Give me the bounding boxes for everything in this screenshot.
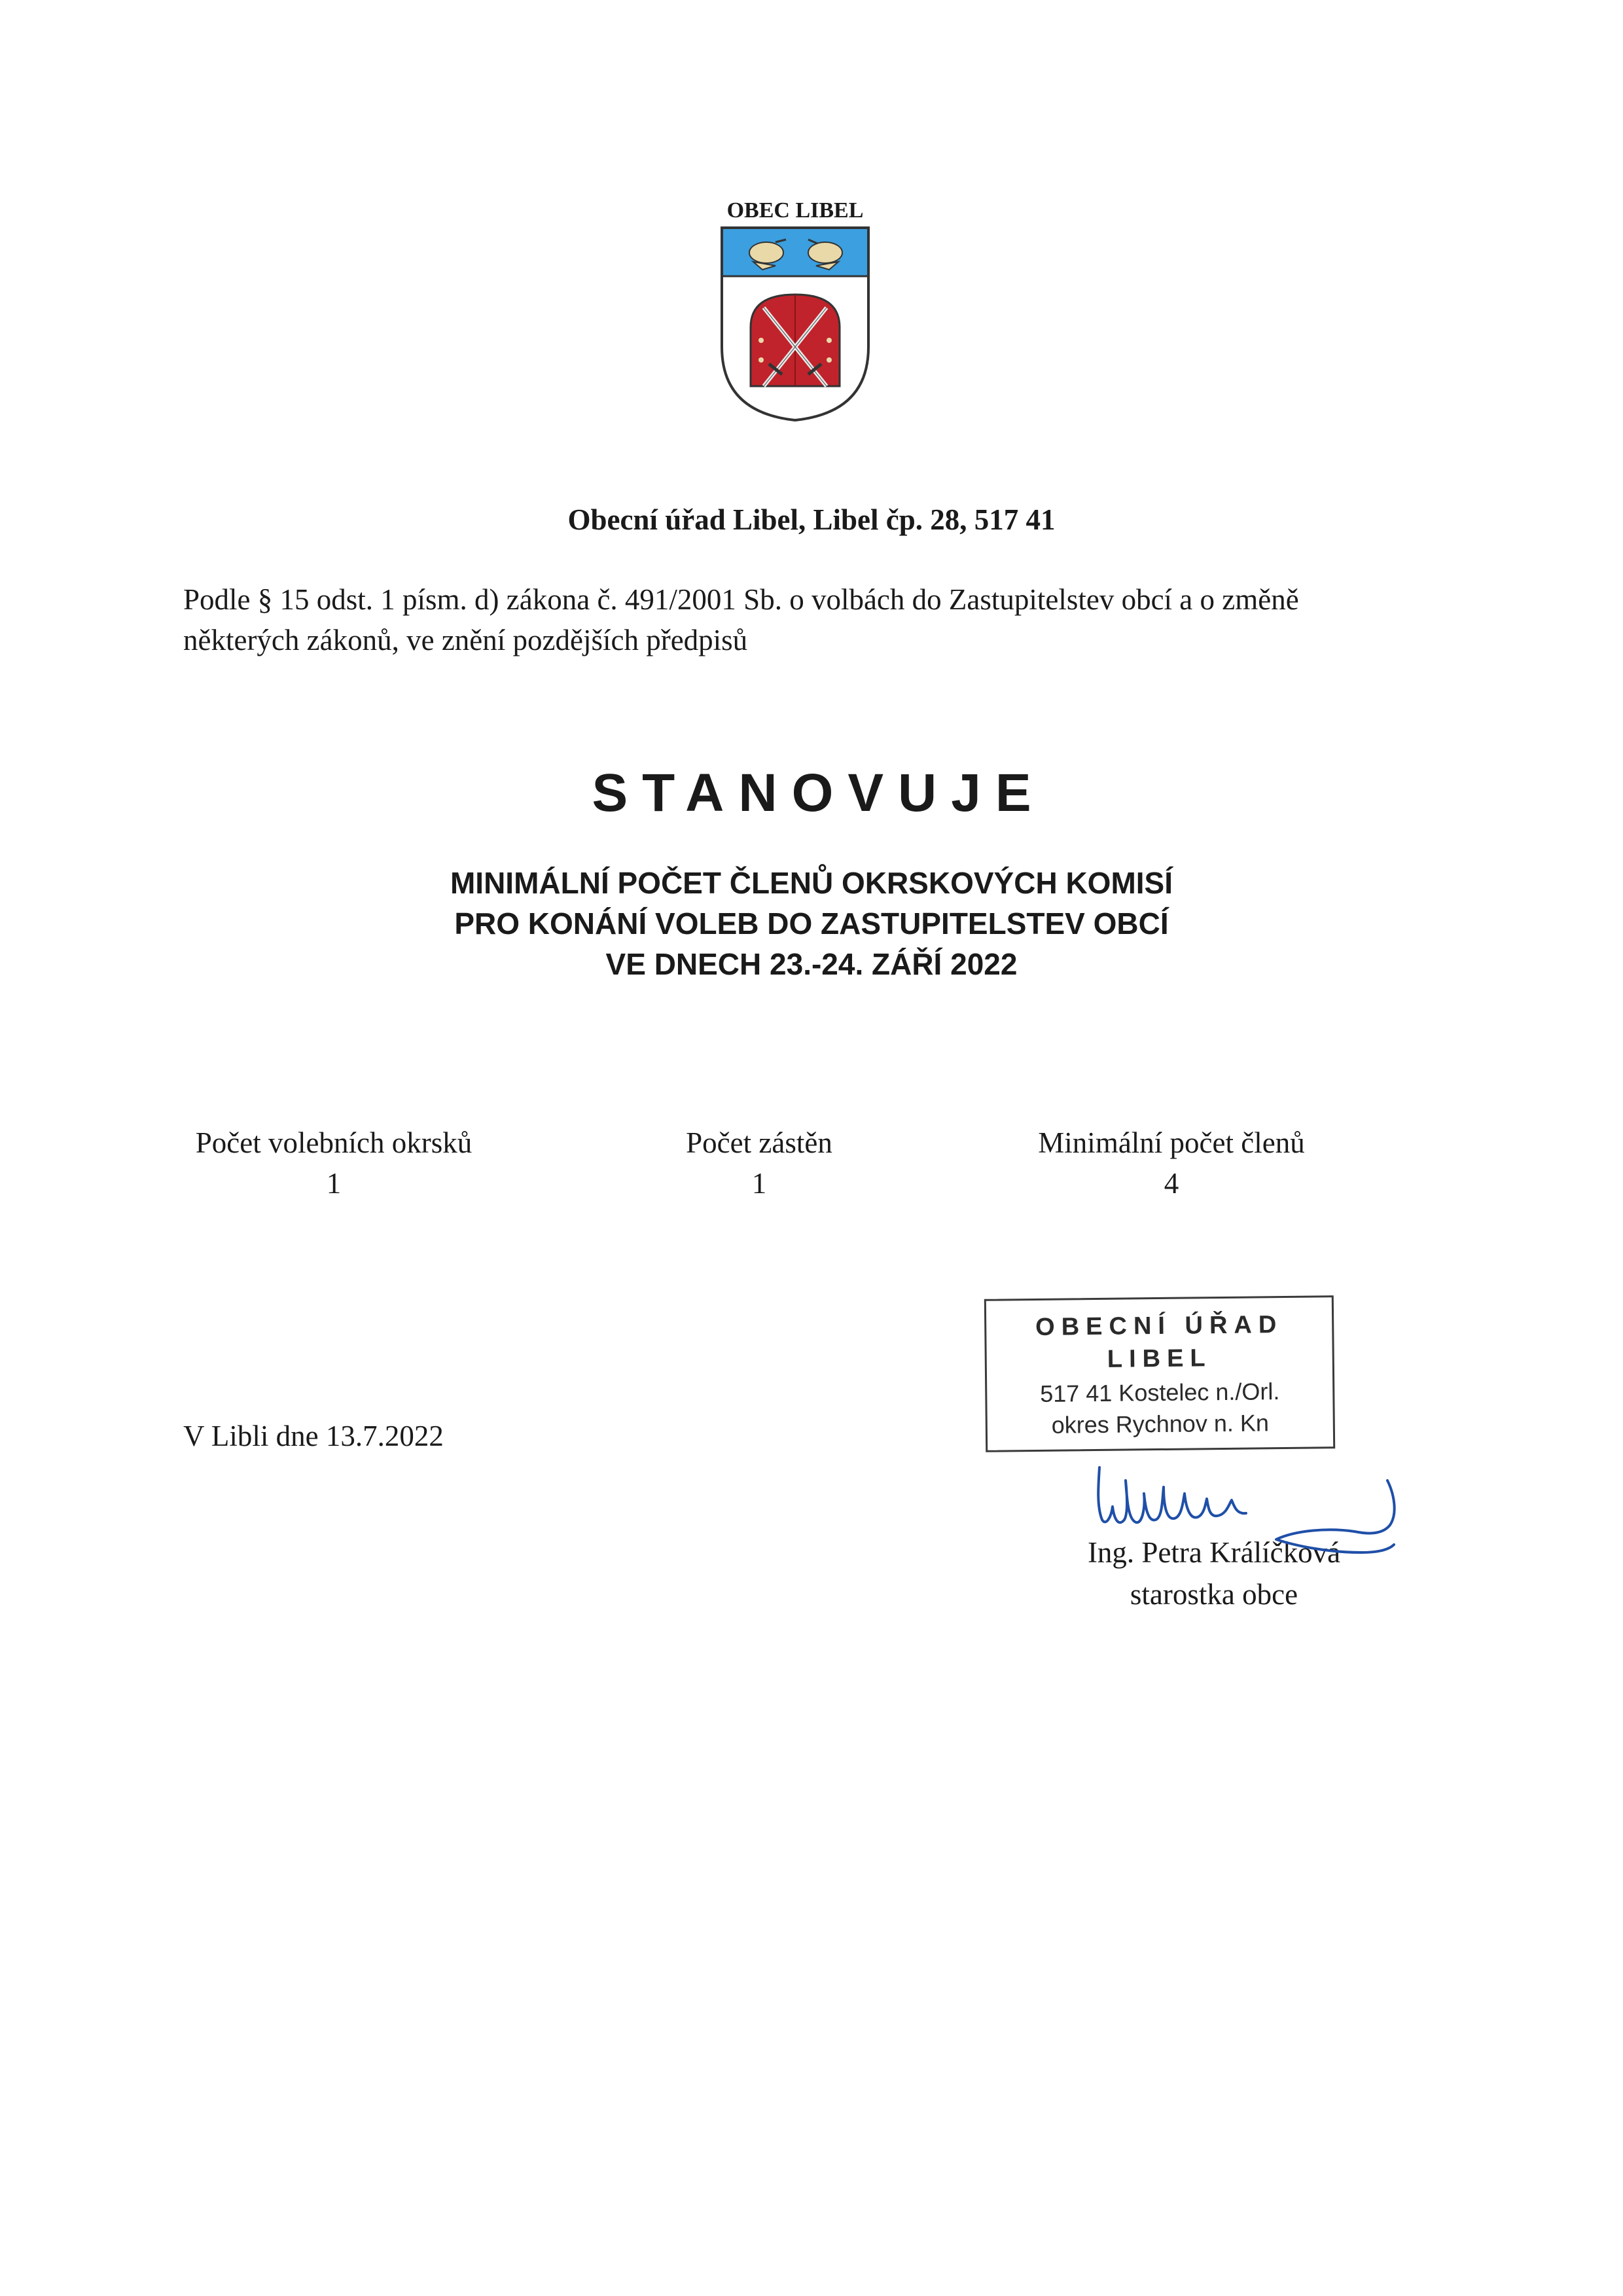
signer-name: Ing. Petra Králíčková bbox=[1087, 1536, 1341, 1569]
column-value: 1 bbox=[751, 1167, 767, 1200]
column-value: 1 bbox=[326, 1167, 342, 1200]
subject-line: MINIMÁLNÍ POČET ČLENŮ OKRSKOVÝCH KOMISÍ bbox=[450, 866, 1173, 900]
column-districts bbox=[183, 1122, 484, 1204]
column-value: 4 bbox=[1164, 1167, 1179, 1200]
stamp-line: LIBEL bbox=[1107, 1344, 1212, 1373]
signer-title: starostka obce bbox=[1130, 1578, 1298, 1611]
subject-line: PRO KONÁNÍ VOLEB DO ZASTUPITELSTEV OBCÍ bbox=[454, 906, 1169, 941]
municipal-crest bbox=[717, 196, 874, 427]
column-header: Počet zástěn bbox=[686, 1126, 832, 1159]
stamp-line: OBECNÍ ÚŘAD bbox=[1035, 1311, 1283, 1341]
stamp-line: 517 41 Kostelec n./Orl. bbox=[1039, 1378, 1280, 1407]
legal-basis-paragraph bbox=[183, 579, 1459, 660]
place-and-date: V Libli dne 13.7.2022 bbox=[183, 1420, 444, 1452]
handwritten-signature bbox=[1080, 1454, 1407, 1575]
legal-basis-line: Podle § 15 odst. 1 písm. d) zákona č. 491/2001 Sb. o volbách do Zastupitelstev obcí a o změně bbox=[183, 583, 1299, 616]
stamp-line: okres Rychnov n. Kn bbox=[1051, 1409, 1270, 1439]
subject-line: VE DNECH 23.-24. ZÁŘÍ 2022 bbox=[605, 947, 1018, 981]
office-address: Obecní úřad Libel, Libel čp. 28, 517 41 bbox=[567, 503, 1056, 536]
column-screens bbox=[661, 1122, 857, 1204]
column-min-members bbox=[1018, 1122, 1325, 1204]
decision-subject bbox=[0, 863, 1623, 984]
column-header: Minimální počet členů bbox=[1038, 1126, 1305, 1159]
crest-title: OBEC LIBEL bbox=[726, 198, 864, 223]
column-header: Počet volebních okrsků bbox=[195, 1126, 473, 1159]
official-stamp bbox=[984, 1295, 1335, 1452]
legal-basis-line: některých zákonů, ve znění pozdějších předpisů bbox=[183, 624, 748, 656]
decision-heading: STANOVUJE bbox=[592, 763, 1046, 823]
